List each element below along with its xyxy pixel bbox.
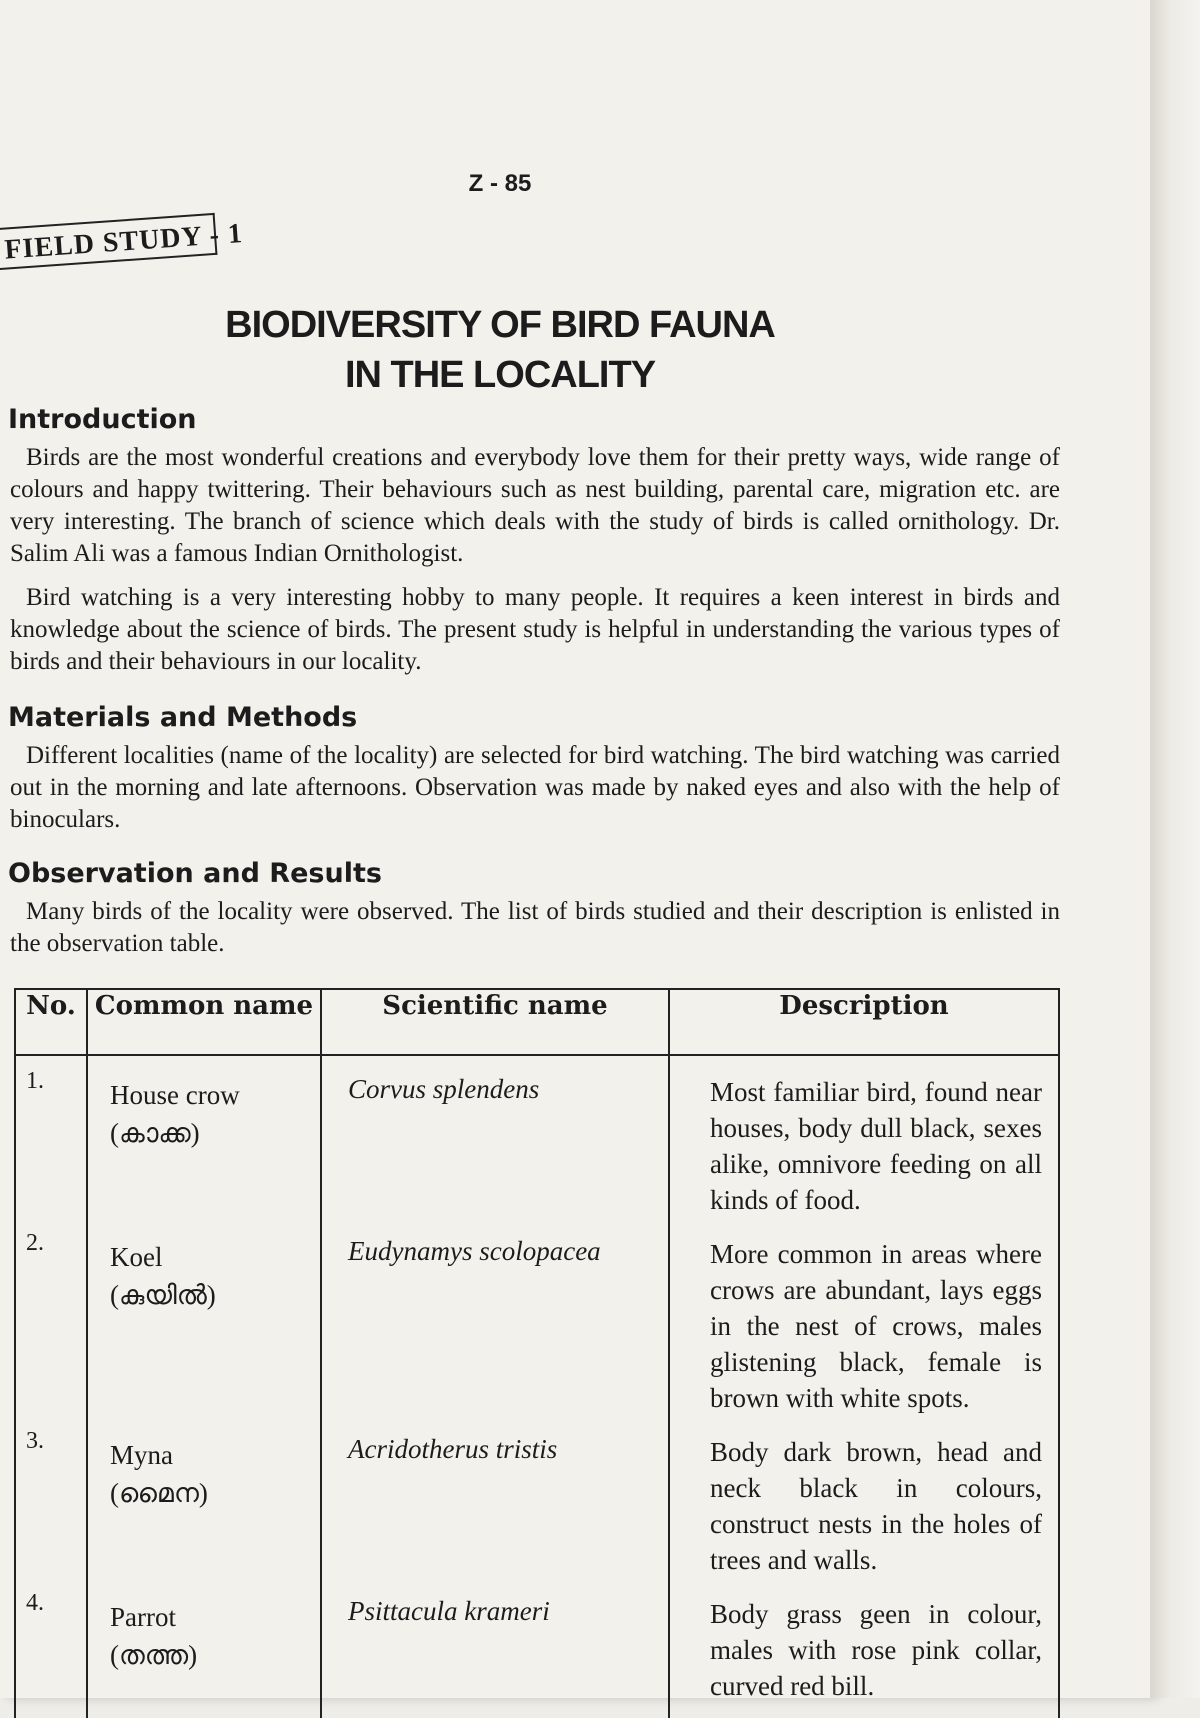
common-name-cell	[87, 1416, 321, 1578]
local-name: (മൈന)	[110, 1478, 208, 1508]
table-row	[15, 1578, 1059, 1718]
scientific-name: Corvus splendens	[321, 1055, 669, 1218]
description: Most familiar bird, found near houses, body dull black, sexes alike, omnivore feeding on all kinds of food.	[669, 1055, 1059, 1218]
observation-table	[14, 988, 1060, 1718]
common-name-cell	[87, 1578, 321, 1718]
introduction-heading: Introduction	[8, 404, 197, 435]
header-no: No.	[15, 989, 87, 1055]
title-line-1: BIODIVERSITY OF BIRD FAUNA	[225, 304, 775, 346]
page-number: Z - 85	[468, 170, 532, 197]
common-name: Parrot	[110, 1602, 176, 1632]
local-name: (കാക്ക)	[110, 1118, 200, 1148]
page-edge-shadow	[1150, 0, 1200, 1698]
common-name-cell	[87, 1218, 321, 1416]
row-number: 2.	[15, 1218, 87, 1416]
common-name: House crow	[110, 1080, 240, 1110]
materials-paragraph: Different localities (name of the locality) are selected for bird watching. The bird watching was carried out in the morning and late afternoons. Observation was made by naked eyes and also with the help of binoculars.	[10, 742, 1060, 833]
row-number: 1.	[15, 1055, 87, 1218]
scientific-name: Eudynamys scolopacea	[321, 1218, 669, 1416]
row-number: 3.	[15, 1416, 87, 1578]
description: More common in areas where crows are abundant, lays eggs in the nest of crows, males glistening black, female is brown with white spots.	[669, 1218, 1059, 1416]
description: Body grass geen in colour, males with rose pink collar, curved red bill.	[669, 1578, 1059, 1718]
materials-heading: Materials and Methods	[8, 702, 358, 733]
title-line-2: IN THE LOCALITY	[344, 354, 656, 396]
header-scientific-name: Scientific name	[321, 989, 669, 1055]
common-name: Koel	[110, 1242, 163, 1272]
introduction-paragraph-2: Bird watching is a very interesting hobby to many people. It requires a keen interest in birds and knowledge about the science of birds. The present study is helpful in understanding the various types of birds and their behaviours in our locality.	[10, 584, 1060, 675]
table-row	[15, 1416, 1059, 1578]
row-number: 4.	[15, 1578, 87, 1718]
scientific-name: Acridotherus tristis	[321, 1416, 669, 1578]
local-name: (കുയിൽ)	[110, 1280, 216, 1310]
table-header-row	[15, 989, 1059, 1055]
common-name: Myna	[110, 1440, 173, 1470]
common-name-cell	[87, 1055, 321, 1218]
observation-paragraph: Many birds of the locality were observed. The list of birds studied and their description is enlisted in the observation table.	[10, 898, 1060, 957]
table-row	[15, 1055, 1059, 1218]
observation-heading: Observation and Results	[8, 858, 382, 889]
table-row	[15, 1218, 1059, 1416]
introduction-paragraph-1: Birds are the most wonderful creations and everybody love them for their pretty ways, wide range of colours and happy twittering. Their behaviours such as nest building, parental care, migration etc. are very interesting. The branch of science which deals with the study of birds is called ornithology. Dr. Salim Ali was a famous Indian Ornithologist.	[10, 444, 1060, 567]
field-study-label: FIELD STUDY - 1	[0, 213, 217, 270]
header-common-name: Common name	[87, 989, 321, 1055]
local-name: (തത്ത)	[110, 1640, 198, 1670]
page-title	[120, 300, 880, 400]
header-description: Description	[669, 989, 1059, 1055]
description: Body dark brown, head and neck black in colours, construct nests in the holes of trees and walls.	[669, 1416, 1059, 1578]
scientific-name: Psittacula krameri	[321, 1578, 669, 1718]
